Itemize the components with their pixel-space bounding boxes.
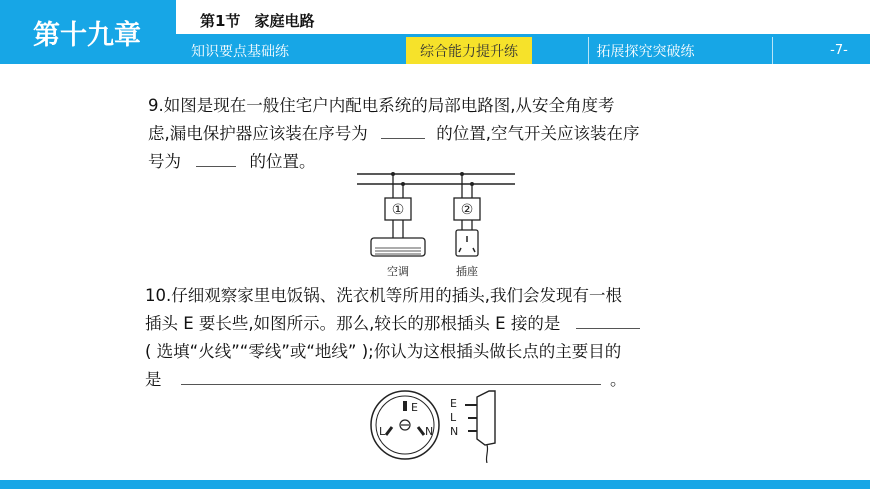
q10-line3: ( 选填“火线”“零线”或“地线” );你认为这根插头做长点的主要目的: [145, 342, 622, 361]
footer-bar: [0, 480, 870, 489]
pin-l-label: L: [379, 425, 386, 438]
air-conditioner-icon: [371, 238, 425, 256]
q9-blank-air-switch[interactable]: [196, 149, 236, 167]
q9-line2: [148, 120, 640, 148]
q9-line1: 9.如图是现在一般住宅户内配电系统的局部电路图,从安全角度考: [148, 96, 615, 115]
plug-side-icon: [465, 391, 495, 463]
section-name: 家庭电路: [254, 12, 315, 30]
q9-line3-end: 的位置。: [249, 152, 316, 171]
side-l-label: L: [450, 411, 457, 424]
tab-extension-practice[interactable]: 拓展探究突破练: [588, 37, 702, 64]
q9-line3: [148, 148, 316, 176]
q10-line2: [145, 310, 640, 338]
side-e-label: E: [450, 397, 457, 410]
nav-divider: [772, 37, 773, 64]
page-number: -7-: [830, 43, 848, 58]
q10-plug-diagram: [365, 383, 505, 463]
box-1-label: ①: [391, 202, 405, 218]
q9-line2-end: 的位置,空气开关应该装在序: [436, 124, 640, 143]
tab-comprehensive-practice[interactable]: 综合能力提升练: [406, 37, 532, 64]
q9-circuit-diagram: [355, 168, 517, 280]
box-2-label: ②: [460, 202, 474, 218]
q10-line2-start: 插头 E 要长些,如图所示。那么,较长的那根插头 E 接的是: [145, 314, 561, 333]
socket-icon: [456, 230, 478, 256]
q10-line4-start: 是: [145, 370, 162, 389]
q9-blank-leak-protector[interactable]: [381, 121, 425, 139]
section-title: [200, 10, 328, 31]
chapter-title: 第十九章: [0, 0, 176, 64]
pin-e-label: E: [411, 401, 418, 414]
tab-basic-practice[interactable]: 知识要点基础练: [191, 43, 289, 60]
q10-line4-end: 。: [610, 370, 627, 389]
side-n-label: N: [450, 425, 459, 438]
q10-blank-wire-type[interactable]: [576, 311, 640, 329]
ac-label: 空调: [387, 265, 409, 278]
section-number: 第1节: [200, 12, 241, 30]
socket-label: 插座: [456, 265, 478, 278]
q9-line2-start: 虑,漏电保护器应该装在序号为: [148, 124, 368, 143]
nav-bar: [176, 34, 870, 64]
q10-line1: 10.仔细观察家里电饭锅、洗衣机等所用的插头,我们会发现有一根: [145, 286, 622, 305]
pin-n-label: N: [425, 425, 434, 438]
q9-line3-start: 号为: [148, 152, 181, 171]
